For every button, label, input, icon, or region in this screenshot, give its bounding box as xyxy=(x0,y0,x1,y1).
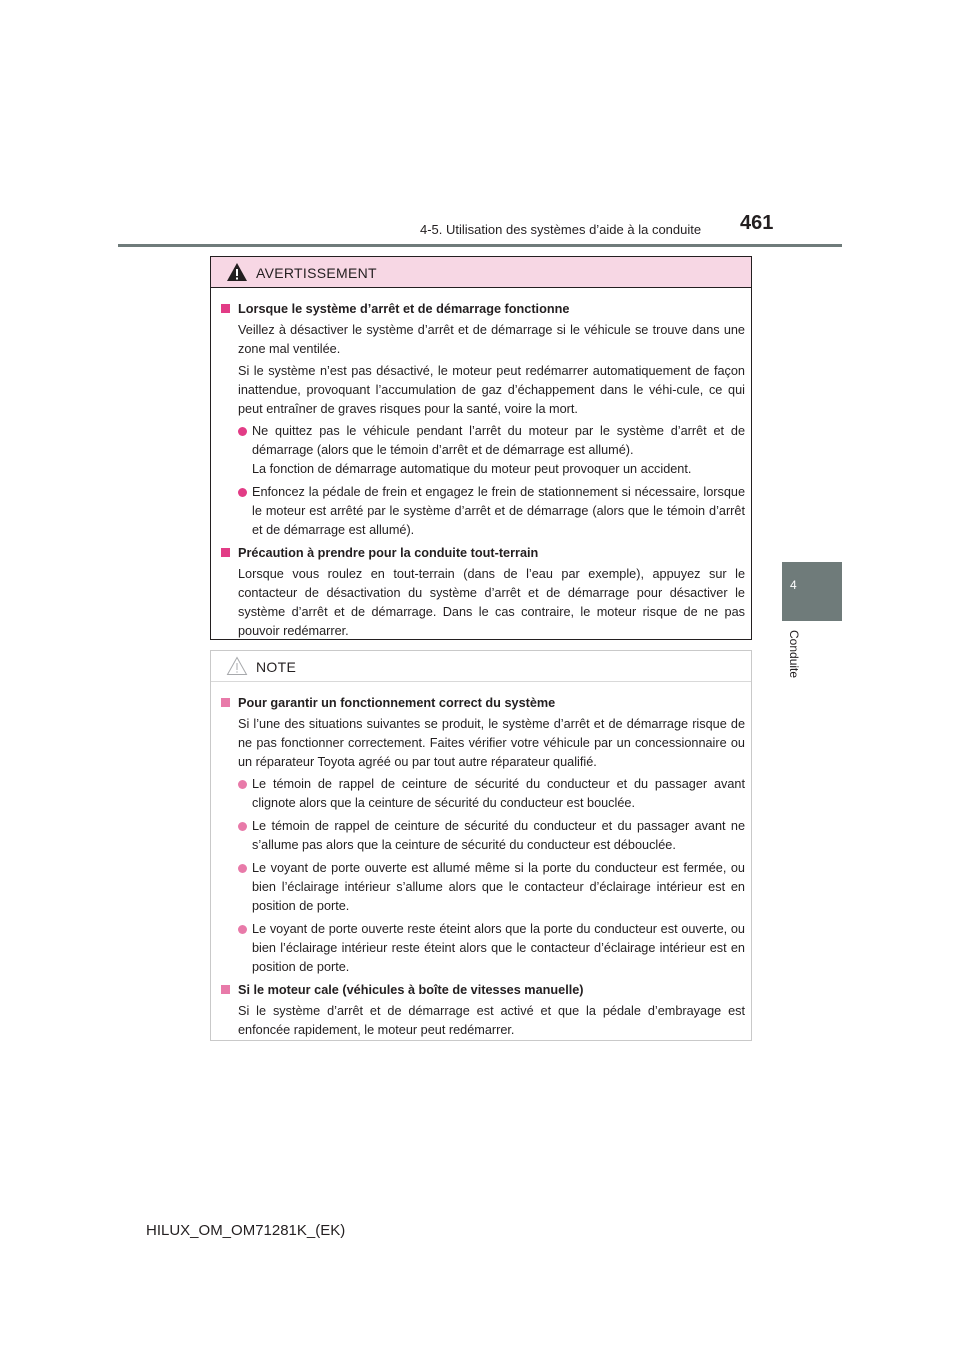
warning-body xyxy=(211,288,751,641)
square-bullet-icon xyxy=(221,548,230,557)
circle-bullet-icon xyxy=(238,488,247,497)
section-heading: Précaution à prendre pour la conduite tout-terrain xyxy=(221,544,745,563)
list-item: Enfoncez la pédale de frein et engagez le frein de stationnement si nécessaire, lorsque le moteur est arrêté par le système d’arrêt et de démarrage (alors que le témoin d’arrêt et de démarrage est allumé). xyxy=(238,483,745,540)
caution-triangle-icon xyxy=(226,656,248,681)
section-heading: Lorsque le système d’arrêt et de démarrage fonctionne xyxy=(221,300,745,319)
warning-title: AVERTISSEMENT xyxy=(256,265,377,281)
page-number: 461 xyxy=(740,212,774,234)
warning-triangle-icon xyxy=(226,262,248,287)
paragraph: Si l’une des situations suivantes se produit, le système d’arrêt et de démarrage risque de ne pas fonctionner correctement. Faites vérifier votre véhicule par un concessionnaire ou un réparateur Toyota agréé ou par tout autre réparateur qualifié. xyxy=(238,717,745,769)
section-heading: Pour garantir un fonctionnement correct du système xyxy=(221,694,745,713)
note-header xyxy=(211,651,751,682)
list-item: Ne quittez pas le véhicule pendant l’arrêt du moteur par le système d’arrêt et de démarrage (alors que le témoin d’arrêt et de démarrage est allumé). La fonction de démarrage automatique du moteur peut provoquer un accident. xyxy=(238,422,745,479)
warning-box xyxy=(210,256,752,640)
paragraph: Si le système n’est pas désactivé, le moteur peut redémarrer automatiquement de façon inattendue, provoquant l’accumulation de gaz d’échappement dans le véhi-cule, ce qui peut entraîner de graves risques pour la santé, voire la mort. xyxy=(238,364,745,416)
list-item: Le voyant de porte ouverte reste éteint alors que la porte du conducteur est ouverte, ou bien l’éclairage intérieur reste éteint alors que le contacteur d’éclairage intérieur est en position de porte. xyxy=(238,920,745,977)
square-bullet-icon xyxy=(221,304,230,313)
circle-bullet-icon xyxy=(238,822,247,831)
square-bullet-icon xyxy=(221,985,230,994)
list-item: Le voyant de porte ouverte est allumé même si la porte du conducteur est fermée, ou bien l’éclairage intérieur s’allume alors que le contacteur d’éclairage intérieur est en position de porte. xyxy=(238,859,745,916)
circle-bullet-icon xyxy=(238,780,247,789)
note-box xyxy=(210,650,752,1041)
paragraph: Lorsque vous roulez en tout-terrain (dans de l’eau par exemple), appuyez sur le contacteur de désactivation du système d’arrêt et de démarrage pour désactiver le système d’arrêt et de démarrage. Dans le cas contraire, le moteur risque de ne pas pouvoir redémarrer. xyxy=(238,567,745,638)
circle-bullet-icon xyxy=(238,864,247,873)
note-title: NOTE xyxy=(256,659,297,675)
chapter-label: Conduite xyxy=(787,630,801,679)
document-code: HILUX_OM_OM71281K_(EK) xyxy=(146,1222,346,1239)
list-item: Le témoin de rappel de ceinture de sécurité du conducteur et du passager avant clignote alors que la ceinture de sécurité du conducteur est bouclée. xyxy=(238,775,745,813)
note-body xyxy=(211,682,751,1040)
paragraph: Si le système d’arrêt et de démarrage est activé et que la pédale d’embrayage est enfoncée rapidement, le moteur peut redémarrer. xyxy=(238,1004,745,1037)
list-item: Le témoin de rappel de ceinture de sécurité du conducteur et du passager avant ne s’allume pas alors que la ceinture de sécurité du conducteur est débouclée. xyxy=(238,817,745,855)
section-title: 4-5. Utilisation des systèmes d’aide à la conduite xyxy=(420,222,702,237)
section-heading: Si le moteur cale (véhicules à boîte de vitesses manuelle) xyxy=(221,981,745,1000)
warning-header xyxy=(211,257,751,288)
paragraph: Veillez à désactiver le système d’arrêt et de démarrage si le véhicule se trouve dans une zone mal ventilée. xyxy=(238,323,745,356)
chapter-number: 4 xyxy=(790,578,797,592)
square-bullet-icon xyxy=(221,698,230,707)
circle-bullet-icon xyxy=(238,925,247,934)
circle-bullet-icon xyxy=(238,427,247,436)
header-rule xyxy=(118,244,842,247)
